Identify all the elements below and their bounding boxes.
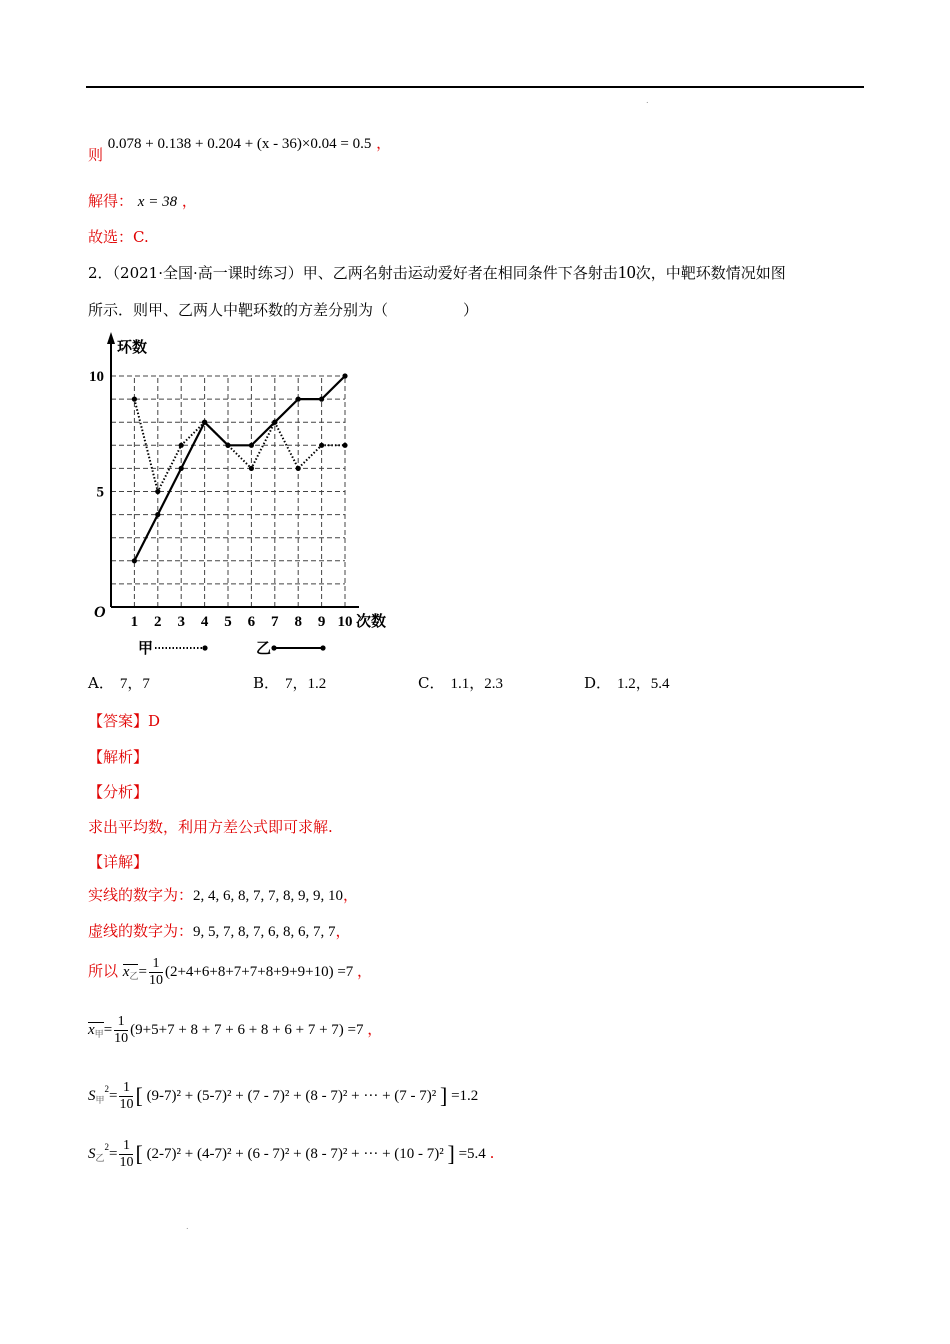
var-yi-formula: $S_乙^2=$ $\frac{1}{10}$ [ (2-7)² + (4-7)² + (6 - 7)² + (8 - 7)² + ··· + (10 - 7)² ] =5.4 (88, 1138, 486, 1170)
option-b[interactable] (253, 672, 326, 693)
x-axis-label: 次数 (356, 614, 387, 630)
footer-dot: . (186, 1222, 189, 1231)
x-tick-label: 3 (177, 614, 185, 630)
option-d-value: 1.2，5.4 (617, 676, 670, 692)
detail-label: 【详解】 (88, 853, 149, 871)
solve-end: ， (181, 192, 197, 210)
var-yi-line (88, 1138, 494, 1171)
answer-value: D (148, 712, 161, 730)
then-end: ， (376, 134, 392, 152)
y-tick-label: 10 (89, 369, 104, 385)
option-d[interactable] (584, 672, 670, 693)
option-b-letter: B． (253, 674, 280, 692)
so-label: 所以 (88, 961, 119, 980)
x-tick-label: 4 (200, 614, 209, 630)
mean-yi-formula: $x_乙=$ $\frac{1}{10}$ (2+4+6+8+7+7+8+9+9+10) =7 (122, 956, 354, 988)
series-yi-point (249, 443, 254, 448)
x-tick-label: 7 (271, 614, 279, 630)
x-tick-label: 10 (337, 614, 353, 630)
header-dot: . (646, 96, 649, 105)
mean-yi-fraction: $\frac{1}{10}$ (148, 956, 163, 988)
legend-point-jia (202, 645, 207, 650)
question-count: 10 (617, 262, 636, 282)
legend-point-yi-start (271, 645, 276, 650)
var-jia-formula: $S_甲^2=$ $\frac{1}{10}$ [ (9-7)² + (5-7)² + (7 - 7)² + (8 - 7)² + ··· + (7 - 7)² ] =1.2 (88, 1080, 479, 1112)
series-yi-point (272, 420, 277, 425)
legend-label-jia: 甲 (138, 641, 154, 657)
option-a[interactable] (88, 672, 150, 693)
dashed-comma: ， (335, 922, 351, 940)
then-line (88, 132, 392, 164)
choose-line: 故选：C. (88, 228, 149, 246)
x-tick-label: 6 (247, 614, 256, 630)
solid-label: 实线的数字为： (88, 886, 194, 904)
mean-jia-line (88, 1014, 382, 1047)
mean-jia-var: $x_甲$ (88, 1021, 104, 1039)
solid-values: 2, 4, 6, 8, 7, 7, 8, 9, 9, 10 (193, 888, 344, 904)
var-yi-expr: (2-7)² + (4-7)² + (6 - 7)² + (8 - 7)² + ··· + (10 - 7)² (146, 1145, 444, 1162)
y-tick-label: 5 (96, 484, 104, 501)
series-jia-point (319, 443, 324, 448)
series-yi-point (155, 512, 160, 517)
x-tick-label: 8 (294, 614, 302, 630)
series-jia-point (132, 397, 137, 402)
answer-line (88, 710, 160, 731)
series-jia-point (155, 489, 160, 494)
x-tick-label: 1 (130, 614, 139, 630)
mean-jia-expr: (9+5+7 + 8 + 7 + 6 + 8 + 6 + 7 + 7) =7 (130, 1021, 364, 1038)
solve-line (88, 190, 197, 211)
question-line-1 (88, 262, 786, 283)
series-yi-point (225, 443, 230, 448)
series-yi-point (202, 420, 207, 425)
dashed-line (88, 920, 351, 941)
series-yi-point (179, 466, 184, 471)
series-yi-point (132, 558, 137, 563)
shooting-chart (86, 330, 406, 665)
series-yi-point (319, 397, 324, 402)
question-text-1: （2021·全国·高一课时练习）甲、乙两名射击运动爱好者在相同条件下各射击 (112, 264, 618, 282)
origin-label: O (94, 604, 106, 621)
solve-value: x = 38 (137, 194, 178, 210)
mean-jia-comma: ， (367, 1019, 383, 1038)
fenxi-text: 求出平均数，利用方差公式即可求解. (88, 818, 333, 836)
question-text-1-end: 次，中靶环数情况如图 (635, 264, 786, 282)
mean-jia-fraction: $\frac{1}{10}$ (114, 1014, 129, 1046)
var-yi-period: . (489, 1143, 495, 1162)
x-tick-label: 2 (154, 614, 162, 630)
var-yi-fraction: $\frac{1}{10}$ (119, 1138, 134, 1170)
y-axis-label: 环数 (117, 340, 148, 356)
mean-yi-line (88, 956, 372, 989)
solid-line (88, 884, 358, 905)
var-jia-line (88, 1080, 478, 1113)
mean-yi-expr: (2+4+6+8+7+7+8+9+9+10) =7 (164, 963, 354, 980)
fenxi-label: 【分析】 (88, 783, 149, 801)
question-number: 2． (88, 264, 113, 282)
x-tick-label: 9 (317, 614, 326, 630)
series-jia-point (179, 443, 184, 448)
dashed-label: 虚线的数字为： (88, 922, 194, 940)
legend-point-yi-end (320, 645, 325, 650)
series-jia-point (296, 466, 301, 471)
question-line-2: 所示．则甲、乙两人中靶环数的方差分别为（ ） (88, 301, 479, 319)
mean-jia-formula: $x_甲=$ $\frac{1}{10}$ (9+5+7 + 8 + 7 + 6 + 8 + 6 + 7 + 7) =7 (88, 1014, 364, 1046)
solve-label: 解得： (88, 192, 134, 210)
y-axis-arrow (107, 332, 115, 344)
then-label: 则 (88, 146, 104, 164)
option-a-letter: A． (88, 674, 114, 692)
legend-label-yi: 乙 (256, 641, 272, 657)
solid-comma: ， (343, 886, 359, 904)
series-yi-point (296, 397, 301, 402)
answer-label: 【答案】 (88, 712, 149, 730)
option-c-letter: C． (418, 674, 445, 692)
var-yi-result: =5.4 (458, 1145, 486, 1162)
dashed-values: 9, 5, 7, 8, 7, 6, 8, 6, 7, 7 (193, 924, 336, 940)
analysis-label: 【解析】 (88, 748, 149, 766)
var-jia-fraction: $\frac{1}{10}$ (119, 1080, 134, 1112)
option-b-value: 7，1.2 (285, 676, 327, 692)
series-jia-point (249, 466, 254, 471)
option-c-value: 1.1，2.3 (450, 676, 503, 692)
series-yi-point (342, 373, 347, 378)
series-jia-point (342, 443, 347, 448)
header-rule (86, 86, 864, 88)
var-jia-result: =1.2 (451, 1087, 479, 1104)
mean-yi-var: $x_乙$ (122, 963, 139, 981)
var-jia-expr: (9-7)² + (5-7)² + (7 - 7)² + (8 - 7)² + ··· + (7 - 7)² (146, 1087, 437, 1104)
then-equation: 0.078 + 0.138 + 0.204 + (x - 36)×0.04 = 0.5 (107, 136, 372, 152)
mean-yi-comma: ， (357, 961, 373, 980)
x-tick-label: 5 (224, 614, 232, 630)
option-d-letter: D． (584, 674, 612, 692)
option-a-value: 7，7 (119, 676, 150, 692)
option-c[interactable] (418, 672, 503, 693)
